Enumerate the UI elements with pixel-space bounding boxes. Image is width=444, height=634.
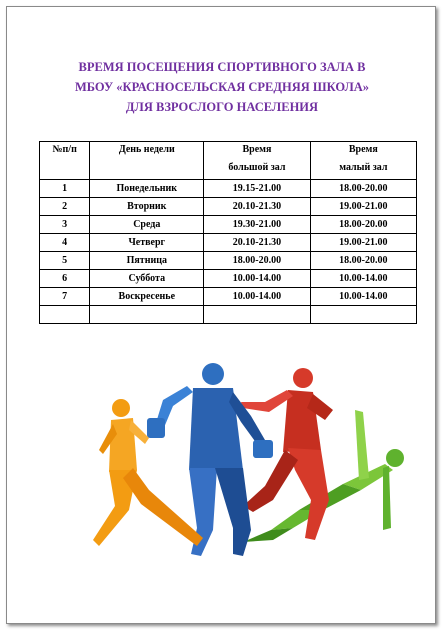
row-small-hall: 18.00-20.00 (310, 180, 416, 198)
row-big-hall: 18.00-20.00 (204, 252, 310, 270)
row-big-hall: 20.10-21.30 (204, 234, 310, 252)
table-tail-row (40, 306, 417, 324)
header-day: День недели (90, 142, 204, 180)
heading-line-2: МБОУ «КРАСНОСЕЛЬСКАЯ СРЕДНЯЯ ШКОЛА» (74, 80, 370, 94)
table-row (40, 288, 417, 306)
header-big-top: Время (204, 142, 310, 162)
row-num: 1 (40, 180, 90, 198)
row-big-hall: 20.10-21.30 (204, 198, 310, 216)
row-small-hall: 18.00-20.00 (310, 252, 416, 270)
row-small-hall: 10.00-14.00 (310, 270, 416, 288)
row-num: 2 (40, 198, 90, 216)
athletes-silhouettes-icon (93, 360, 413, 560)
row-small-hall: 19.00-21.00 (310, 198, 416, 216)
row-small-hall: 19.00-21.00 (310, 234, 416, 252)
header-big-bottom: большой зал (204, 161, 310, 180)
header-num: №п/п (40, 142, 90, 180)
row-num: 7 (40, 288, 90, 306)
row-day: Четверг (90, 234, 204, 252)
row-num: 5 (40, 252, 90, 270)
table-row (40, 216, 417, 234)
row-num: 6 (40, 270, 90, 288)
header-small-top: Время (310, 142, 416, 162)
row-big-hall: 10.00-14.00 (204, 270, 310, 288)
document-heading (0, 57, 444, 117)
row-day: Суббота (90, 270, 204, 288)
row-day: Среда (90, 216, 204, 234)
table-row (40, 270, 417, 288)
header-small-bottom: малый зал (310, 161, 416, 180)
blue-athlete-icon (147, 363, 273, 556)
schedule-body (40, 180, 417, 324)
row-big-hall: 19.30-21.00 (204, 216, 310, 234)
row-day: Воскресенье (90, 288, 204, 306)
row-num: 3 (40, 216, 90, 234)
table-row (40, 180, 417, 198)
row-big-hall: 10.00-14.00 (204, 288, 310, 306)
row-num: 4 (40, 234, 90, 252)
row-small-hall: 18.00-20.00 (310, 216, 416, 234)
table-row (40, 198, 417, 216)
row-big-hall: 19.15-21.00 (204, 180, 310, 198)
row-small-hall: 10.00-14.00 (310, 288, 416, 306)
heading-line-3: ДЛЯ ВЗРОСЛОГО НАСЕЛЕНИЯ (125, 100, 319, 114)
table-row (40, 234, 417, 252)
row-day: Пятница (90, 252, 204, 270)
row-day: Понедельник (90, 180, 204, 198)
schedule-table (39, 141, 417, 324)
heading-line-1: ВРЕМЯ ПОСЕЩЕНИЯ СПОРТИВНОГО ЗАЛА В (78, 60, 366, 74)
row-day: Вторник (90, 198, 204, 216)
table-row (40, 252, 417, 270)
